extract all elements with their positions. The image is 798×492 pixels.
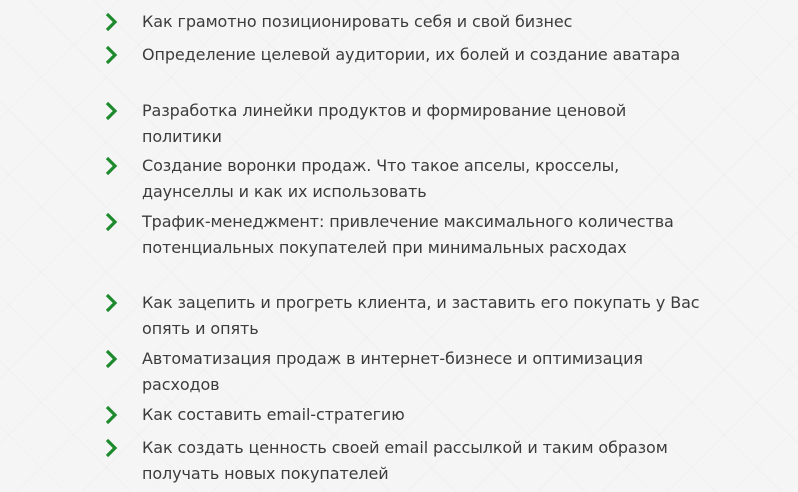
- chevron-right-icon: [100, 99, 124, 123]
- list-item: [100, 290, 700, 342]
- list-item: [100, 9, 700, 35]
- list-item: [100, 42, 700, 68]
- list-item-text: Трафик-менеджмент: привлечение максимального количества потенциальных покупателей при минимальных расходах: [142, 212, 674, 257]
- list-item-text: Автоматизация продаж в интернет-бизнесе и оптимизация расходов: [142, 349, 643, 394]
- chevron-right-icon: [100, 43, 124, 67]
- list-item-text: Создание воронки продаж. Что такое апселы, кросселы, даунселлы и как их использовать: [142, 156, 620, 201]
- list-item-text: Определение целевой аудитории, их болей и создание аватара: [142, 45, 681, 64]
- list-item-text: Как создать ценность своей email рассылкой и таким образом получать новых покупателей: [142, 438, 668, 483]
- chevron-right-icon: [100, 403, 124, 427]
- list-item: [100, 346, 700, 398]
- list-item: [100, 435, 700, 487]
- chevron-right-icon: [100, 210, 124, 234]
- list-item: [100, 209, 700, 261]
- list-item: [100, 153, 700, 205]
- list-item-text: Как грамотно позиционировать себя и свой бизнес: [142, 12, 573, 31]
- list-item: [100, 402, 700, 428]
- list-item-text: Разработка линейки продуктов и формирование ценовой политики: [142, 101, 627, 146]
- chevron-right-icon: [100, 436, 124, 460]
- chevron-right-icon: [100, 291, 124, 315]
- list-item-text: Как зацепить и прогреть клиента, и заставить его покупать у Вас опять и опять: [142, 293, 700, 338]
- chevron-right-icon: [100, 347, 124, 371]
- chevron-right-icon: [100, 10, 124, 34]
- list-item-text: Как составить email-стратегию: [142, 405, 405, 424]
- list-item: [100, 98, 700, 150]
- chevron-right-icon: [100, 154, 124, 178]
